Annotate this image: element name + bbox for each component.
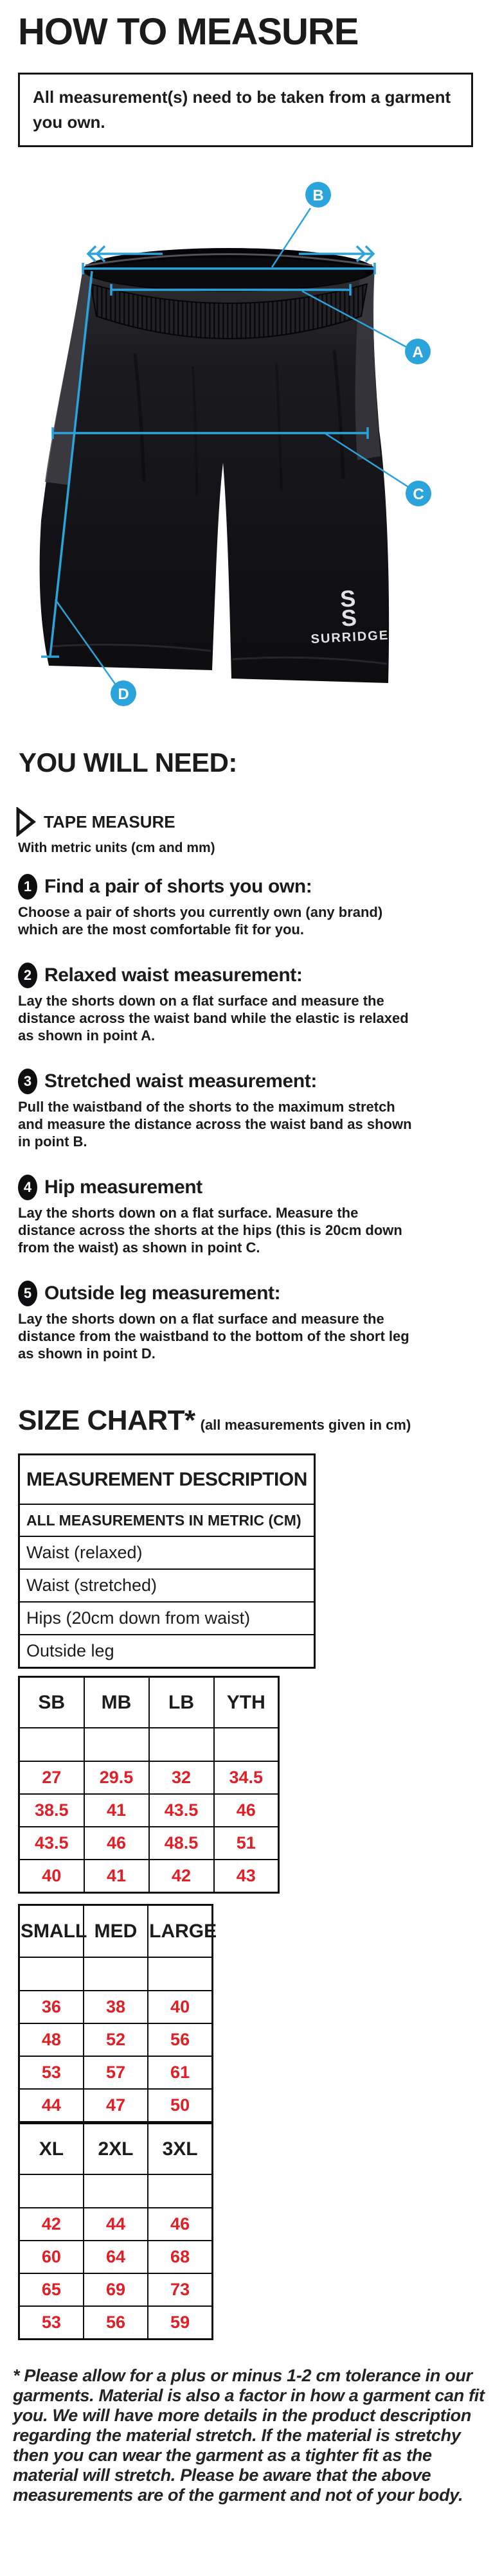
description-table-subheader: ALL MEASUREMENTS IN METRIC (CM) bbox=[19, 1504, 315, 1536]
step-number-badge: 3 bbox=[18, 1069, 37, 1094]
size-column-header: LB bbox=[149, 1677, 214, 1728]
size-table-xl-2xl-3xl bbox=[18, 2122, 213, 2340]
size-column-header: LARGE bbox=[148, 1905, 212, 1958]
size-value-cell: 47 bbox=[84, 2089, 148, 2122]
size-value-cell: 46 bbox=[148, 2208, 212, 2241]
size-value-cell: 65 bbox=[19, 2273, 84, 2306]
step-4 bbox=[18, 1175, 429, 1256]
size-value-cell: 27 bbox=[19, 1761, 84, 1794]
empty-cell bbox=[84, 1728, 149, 1761]
size-value-cell: 41 bbox=[84, 1794, 149, 1827]
size-value-cell: 42 bbox=[19, 2208, 84, 2241]
shorts-illustration bbox=[40, 248, 390, 683]
measurement-row-label: Hips (20cm down from waist) bbox=[19, 1602, 315, 1635]
point-d-label: D bbox=[118, 686, 129, 703]
step-2 bbox=[18, 963, 429, 1044]
measurement-row-label: Waist (relaxed) bbox=[19, 1536, 315, 1569]
size-column-header: XL bbox=[19, 2124, 84, 2175]
description-table-header: MEASUREMENT DESCRIPTION bbox=[19, 1455, 315, 1505]
size-chart-subtitle: (all measurements given in cm) bbox=[200, 1417, 411, 1433]
notice-text: All measurement(s) need to be taken from a garment you own. bbox=[33, 87, 451, 132]
step-body: Choose a pair of shorts you currently own (any brand) which are the most comfortable fit for you. bbox=[18, 904, 383, 937]
measurement-row-label: Outside leg bbox=[19, 1635, 315, 1668]
step-3 bbox=[18, 1069, 429, 1150]
size-value-cell: 50 bbox=[148, 2089, 212, 2122]
empty-cell bbox=[19, 2174, 84, 2208]
size-value-cell: 32 bbox=[149, 1761, 214, 1794]
size-value-cell: 73 bbox=[148, 2273, 212, 2306]
tape-measure-note: With metric units (cm and mm) bbox=[18, 840, 215, 855]
brand-logo-text: SURRIDGE bbox=[310, 628, 390, 647]
size-value-cell: 40 bbox=[19, 1860, 84, 1893]
size-column-header: 2XL bbox=[84, 2124, 148, 2175]
size-value-cell: 38.5 bbox=[19, 1794, 84, 1827]
size-chart-heading bbox=[18, 1405, 411, 1437]
you-will-need-heading: YOU WILL NEED: bbox=[19, 747, 237, 777]
size-value-cell: 56 bbox=[148, 2023, 212, 2056]
empty-cell bbox=[148, 2174, 212, 2208]
size-chart-title: SIZE CHART* bbox=[18, 1405, 195, 1436]
size-value-cell: 48.5 bbox=[149, 1827, 214, 1860]
size-column-header: SB bbox=[19, 1677, 84, 1728]
size-value-cell: 53 bbox=[19, 2306, 84, 2340]
empty-cell bbox=[84, 1957, 148, 1991]
step-title: Hip measurement bbox=[44, 1177, 202, 1198]
size-value-cell: 29.5 bbox=[84, 1761, 149, 1794]
measurement-steps bbox=[18, 874, 429, 1387]
size-value-cell: 53 bbox=[19, 2056, 84, 2089]
point-b-label: B bbox=[312, 187, 324, 204]
step-1 bbox=[18, 874, 429, 938]
empty-cell bbox=[84, 2174, 148, 2208]
size-value-cell: 41 bbox=[84, 1860, 149, 1893]
shorts-measurement-diagram bbox=[0, 161, 493, 726]
size-value-cell: 46 bbox=[84, 1827, 149, 1860]
size-column-header: MED bbox=[84, 1905, 148, 1958]
step-body: Pull the waistband of the shorts to the maximum stretch and measure the distance across the waist band as shown in point B. bbox=[18, 1099, 412, 1150]
size-value-cell: 46 bbox=[214, 1794, 279, 1827]
tape-measure-label: TAPE MEASURE bbox=[44, 812, 175, 831]
step-body: Lay the shorts down on a flat surface and measure the distance from the waistband to the bottom of the short leg as shown in point D. bbox=[18, 1311, 409, 1362]
size-column-header: MB bbox=[84, 1677, 149, 1728]
step-number-badge: 1 bbox=[18, 874, 37, 900]
brand-logo-mark: S bbox=[339, 585, 357, 612]
step-title: Stretched waist measurement: bbox=[44, 1070, 317, 1092]
tape-measure-item bbox=[15, 807, 175, 837]
size-value-cell: 57 bbox=[84, 2056, 148, 2089]
step-title: Find a pair of shorts you own: bbox=[44, 876, 312, 897]
step-title: Outside leg measurement: bbox=[44, 1283, 281, 1304]
empty-cell bbox=[214, 1728, 279, 1761]
empty-cell bbox=[19, 1728, 84, 1761]
size-value-cell: 61 bbox=[148, 2056, 212, 2089]
play-triangle-icon bbox=[15, 807, 37, 837]
notice-box bbox=[18, 73, 473, 147]
point-c-label: C bbox=[413, 486, 424, 503]
step-5 bbox=[18, 1281, 429, 1362]
empty-cell bbox=[149, 1728, 214, 1761]
step-body: Lay the shorts down on a flat surface. Measure the distance across the shorts at the hips (this is 20cm down from the waist) as shown in point C. bbox=[18, 1205, 402, 1256]
tolerance-footnote: * Please allow for a plus or minus 1-2 cm tolerance in our garments. Material is also a factor in how a garment can fit you. We will have more details in the product description regarding the material stretch. If the material is stretchy then you can wear the garment as a tighter fit as the material will stretch. Please be aware that the above measurements are of the garment and not of your body. bbox=[13, 2366, 485, 2505]
size-column-header: 3XL bbox=[148, 2124, 212, 2175]
size-value-cell: 60 bbox=[19, 2241, 84, 2273]
size-value-cell: 43 bbox=[214, 1860, 279, 1893]
size-value-cell: 56 bbox=[84, 2306, 148, 2340]
size-value-cell: 44 bbox=[19, 2089, 84, 2122]
size-value-cell: 43.5 bbox=[19, 1827, 84, 1860]
size-value-cell: 69 bbox=[84, 2273, 148, 2306]
measurement-row-label: Waist (stretched) bbox=[19, 1569, 315, 1602]
size-value-cell: 68 bbox=[148, 2241, 212, 2273]
size-value-cell: 43.5 bbox=[149, 1794, 214, 1827]
size-value-cell: 52 bbox=[84, 2023, 148, 2056]
size-value-cell: 44 bbox=[84, 2208, 148, 2241]
point-a-label: A bbox=[412, 344, 424, 361]
size-value-cell: 64 bbox=[84, 2241, 148, 2273]
size-column-header: YTH bbox=[214, 1677, 279, 1728]
measurement-description-table bbox=[18, 1453, 316, 1669]
size-value-cell: 34.5 bbox=[214, 1761, 279, 1794]
size-value-cell: 48 bbox=[19, 2023, 84, 2056]
step-title: Relaxed waist measurement: bbox=[44, 964, 303, 986]
size-column-header: SMALL bbox=[19, 1905, 84, 1958]
step-number-badge: 5 bbox=[18, 1281, 37, 1306]
size-value-cell: 51 bbox=[214, 1827, 279, 1860]
step-number-badge: 2 bbox=[18, 963, 37, 988]
step-body: Lay the shorts down on a flat surface and measure the distance across the waist band while the elastic is relaxed as shown in point A. bbox=[18, 993, 409, 1044]
page-title: HOW TO MEASURE bbox=[18, 11, 359, 53]
size-value-cell: 40 bbox=[148, 1991, 212, 2023]
brand-logo-mark: S bbox=[340, 604, 357, 632]
size-value-cell: 38 bbox=[84, 1991, 148, 2023]
empty-cell bbox=[19, 1957, 84, 1991]
size-table-small-med-large bbox=[18, 1904, 217, 2123]
size-value-cell: 36 bbox=[19, 1991, 84, 2023]
empty-cell bbox=[148, 1957, 212, 1991]
step-number-badge: 4 bbox=[18, 1175, 37, 1200]
size-value-cell: 59 bbox=[148, 2306, 212, 2340]
size-value-cell: 42 bbox=[149, 1860, 214, 1893]
size-table-sb-mb-lb-yth bbox=[18, 1676, 280, 1894]
